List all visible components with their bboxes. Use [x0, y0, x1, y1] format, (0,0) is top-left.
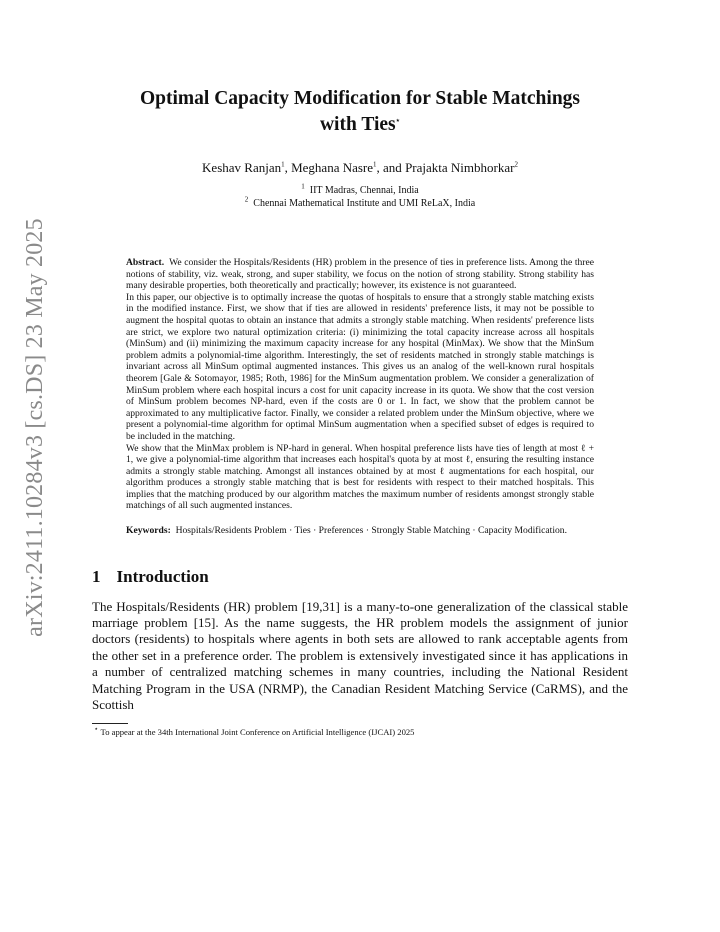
- author-affiliation-mark: 2: [514, 160, 518, 169]
- section-title: Introduction: [116, 566, 209, 586]
- title-footnote-mark: ⋆: [395, 116, 401, 125]
- abstract-paragraph: We show that the MinMax problem is NP-hard in general. When hospital preference lists have ties of length at most ℓ + 1, we give a polynomial-time algorithm that increases each hospital's quota by at most ℓ, ensuring the resulting instance admits a strongly stable matching. Amongst all instances obtained by at most ℓ augmentations for each hospital, our algorithm produces a strongly stable matching that is best for residents with respect to their matched hospitals. This implies that the matching produced by our algorithm matches the maximum number of residents amongst strongly stable matchings of all such augmented instances.: [126, 442, 594, 512]
- arxiv-identifier-stamp: [12, 212, 58, 642]
- section-number: 1: [92, 566, 101, 586]
- arxiv-identifier-text: arXiv:2411.10284v3 [cs.DS] 23 May 2025: [21, 217, 48, 637]
- abstract-paragraph: [126, 257, 594, 292]
- footnote-divider: [92, 723, 128, 724]
- affiliations: [92, 184, 628, 210]
- author-affiliation-mark: 1: [281, 160, 285, 169]
- affiliation-mark: 2: [244, 195, 249, 204]
- introduction-paragraph: The Hospitals/Residents (HR) problem [19,31] is a many-to-one generalization of the classical stable marriage problem [15]. As the name suggests, the HR problem models the assignment of junior doctors (residents) to hospitals where agents in both sets are allowed to rank acceptable agents from the other set in a preference order. The problem is extensively investigated since it has applications in a number of centralized matching schemes in many countries, including the National Resident Matching Program in the USA (NRMP), the Canadian Resident Matching Service (CaRMS), and the Scottish: [92, 598, 628, 713]
- footnote-mark: ⋆: [94, 724, 99, 733]
- abstract-text: We consider the Hospitals/Residents (HR) problem in the presence of ties in preference lists. Among the three notions of stability, viz. weak, strong, and super stability, we focus on the notion of strong stability. Strong stability has many desirable properties, both theoretically and practically; however, its existence is not guaranteed.: [126, 257, 594, 292]
- affiliation-mark: 1: [301, 182, 305, 191]
- affiliation-text: IIT Madras, Chennai, India: [309, 185, 419, 196]
- author-list: [92, 160, 628, 176]
- keywords: [126, 525, 594, 537]
- author-affiliation-mark: 1: [373, 160, 377, 169]
- footnote: [94, 724, 628, 737]
- keywords-label: Keywords:: [126, 525, 171, 537]
- abstract-label: Abstract.: [126, 257, 165, 268]
- paper-title: [92, 86, 628, 138]
- keywords-text: Hospitals/Residents Problem · Ties · Preferences · Strongly Stable Matching · Capacity Modification.: [175, 525, 567, 537]
- author-name: Prajakta Nimbhorkar: [405, 160, 515, 175]
- introduction-body: [92, 599, 628, 714]
- section-heading: [92, 567, 628, 587]
- affiliation-line: [92, 197, 628, 210]
- author-name: Keshav Ranjan: [202, 160, 282, 175]
- affiliation-line: [92, 184, 628, 197]
- title-line-2: with Ties: [319, 114, 396, 135]
- author-name: Meghana Nasre: [291, 160, 374, 175]
- author-separator: , and: [376, 160, 406, 175]
- author-separator: ,: [284, 160, 292, 175]
- paper-page: [92, 86, 628, 737]
- affiliation-text: Chennai Mathematical Institute and UMI ReLaX, India: [253, 198, 476, 209]
- abstract: [126, 257, 594, 512]
- footnote-text: To appear at the 34th International Joint Conference on Artificial Intelligence (IJCAI) 2025: [100, 726, 415, 737]
- title-line-1: Optimal Capacity Modification for Stable Matchings: [140, 88, 580, 109]
- abstract-paragraph: In this paper, our objective is to optimally increase the quotas of hospitals to ensure that a strongly stable matching exists in the modified instance. First, we show that if ties are allowed in residents' preference lists, it may not be possible to augment the hospital quotas to obtain an instance that admits a strongly stable matching. When residents' preference lists are strict, we explore two natural optimization criteria: (i) minimizing the total capacity increase across all hospitals (MinSum) and (ii) minimizing the maximum capacity increase for any hospital (MinMax). We show that the MinSum problem admits a polynomial-time algorithm. Interestingly, the set of residents matched in strongly stable matchings is invariant across all MinSum optimal augmented instances. This gives us an analog of the well-known rural hospitals theorem [Gale & Sotomayor, 1985; Roth, 1986] for the MinSum augmentation problem. We consider a generalization of MinSum problem where each hospital incurs a cost for unit capacity increase in its quota. We show that the cost version of MinSum problem becomes NP-hard, even if the costs are 0 or 1. In fact, we show that the problem cannot be approximated to any multiplicative factor. Finally, we consider a related problem under the MinSum objective, where we present a polynomial-time algorithm for optimal MinSum augmentation when a specified subset of edges is required to be included in the matching.: [126, 291, 594, 442]
